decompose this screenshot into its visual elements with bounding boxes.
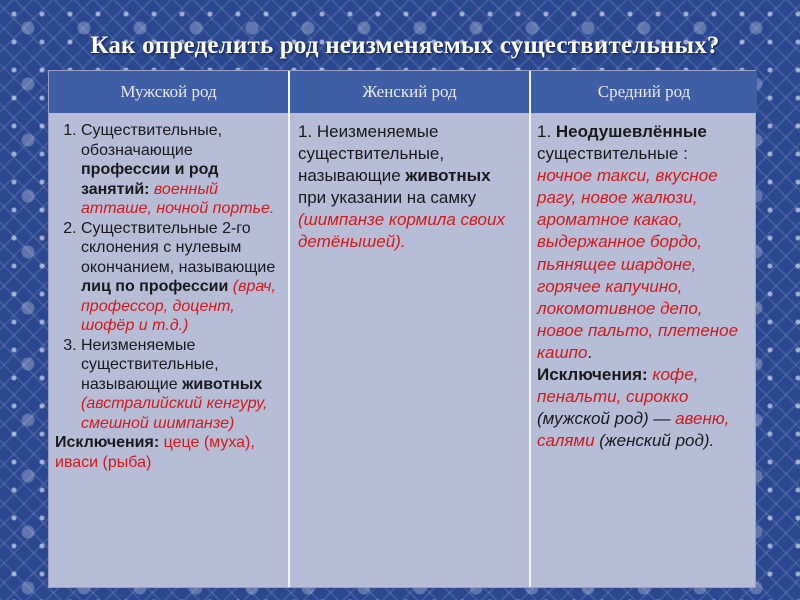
neuter-exceptions-label: Исключения: — [537, 365, 648, 385]
feminine-paragraph — [298, 121, 521, 253]
feminine-text-before: 1. Неизменяемые существительные, называющие — [298, 122, 445, 185]
neuter-exceptions-feminine: авеню, салями — [537, 409, 730, 451]
masculine-exceptions-label: Исключения: — [55, 434, 160, 451]
neuter-period: . — [587, 342, 593, 362]
feminine-column — [290, 115, 529, 587]
feminine-bold: животных — [405, 166, 491, 185]
neuter-exceptions-masculine-note: (мужской род) — — [537, 409, 671, 429]
masculine-column — [49, 115, 288, 587]
neuter-examples: ночное такси, вкусное рагу, новое жалюзи, ароматное какао, выдержанное бордо, пьянящее шардоне, горячее капучино, локомотивное депо, новое пальто, плетеное кашпо — [537, 166, 739, 362]
masculine-item-2-bold: лиц по профессии — [81, 278, 229, 295]
header-feminine: Женский род — [290, 71, 529, 113]
gender-table — [48, 70, 756, 588]
header-masculine: Мужской род — [49, 71, 288, 113]
masculine-exceptions-text: цеце (муха), иваси (рыба) — [55, 434, 255, 471]
masculine-item-1 — [81, 121, 282, 219]
masculine-item-3-text: Неизменяемые существительные, называющие — [81, 336, 219, 393]
masculine-item-3 — [81, 336, 282, 434]
neuter-exceptions-feminine-note: (женский род). — [594, 431, 715, 451]
neuter-exceptions-masculine: кофе, пенальти, сирокко — [537, 365, 699, 407]
neuter-bold: Неодушевлённые — [555, 122, 707, 141]
masculine-item-1-text: Существительные, обозначающие — [81, 122, 223, 159]
masculine-list — [55, 121, 282, 433]
header-neuter: Средний род — [531, 71, 757, 113]
neuter-column — [531, 115, 757, 587]
neuter-paragraph — [537, 121, 751, 452]
masculine-exceptions — [55, 433, 282, 472]
masculine-item-1-bold: профессии и род занятий: — [81, 161, 219, 198]
neuter-text: существительные : — [537, 144, 688, 164]
masculine-item-3-examples: (австралийский кенгуру, смешной шимпанзе) — [81, 395, 268, 432]
masculine-item-2-examples: (врач, профессор, доцент, шофёр и т.д.) — [81, 278, 276, 334]
feminine-text-after: при указании на самку — [298, 188, 477, 207]
slide-title: Как определить род неизменяемых существительных? — [90, 32, 720, 59]
neuter-number: 1. — [537, 122, 556, 141]
masculine-item-3-bold: животных — [182, 375, 263, 393]
feminine-example: (шимпанзе кормила своих детёнышей). — [298, 210, 505, 251]
masculine-item-2-text: Существительные 2-го склонения с нулевым окончанием, называющие — [81, 219, 276, 276]
masculine-item-2 — [81, 219, 282, 336]
masculine-item-1-examples: военный атташе, ночной портье. — [81, 180, 275, 217]
